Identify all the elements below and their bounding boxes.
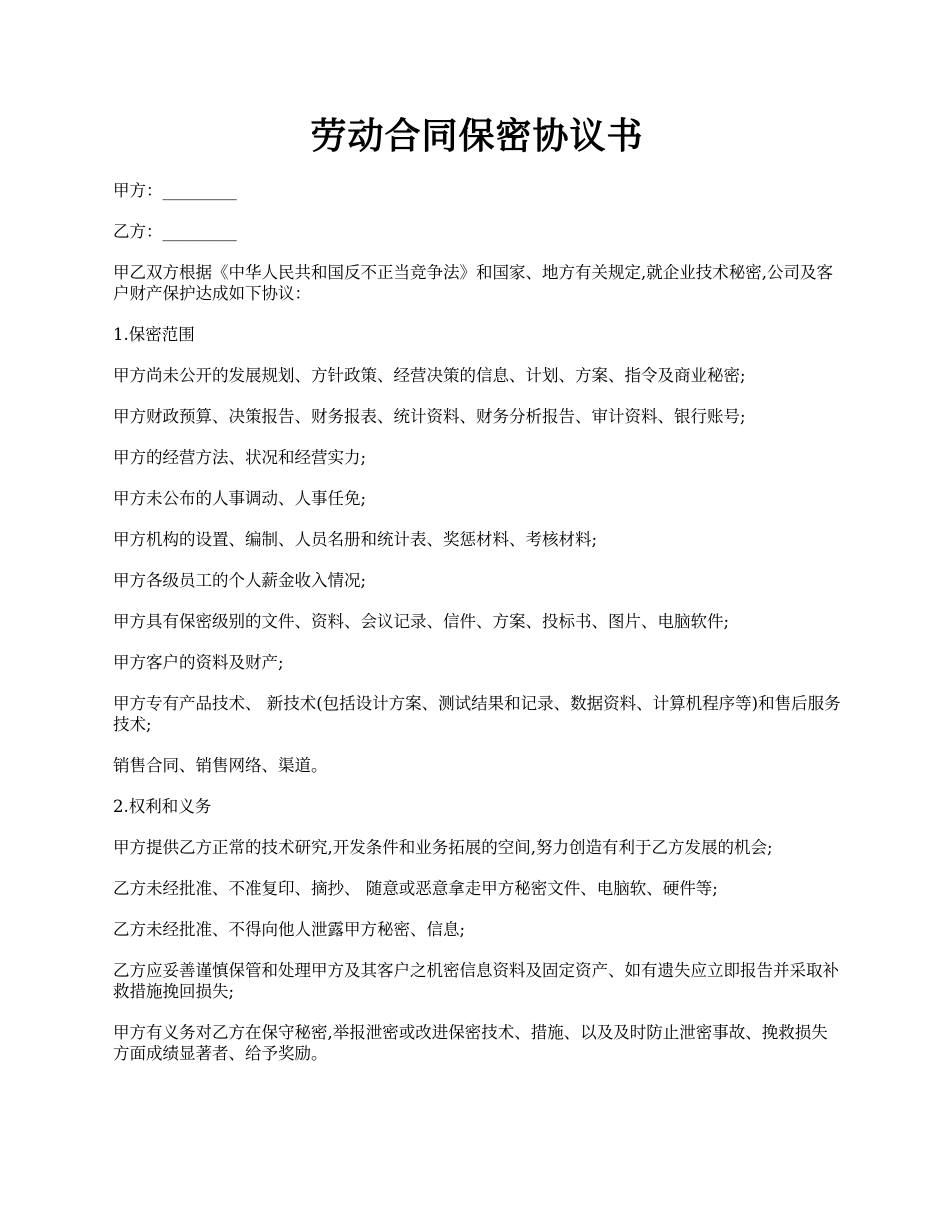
scope-item: 甲方未公布的人事调动、人事任免; bbox=[113, 489, 367, 508]
party-b-blank: _________ bbox=[162, 222, 237, 241]
scope-item: 甲方各级员工的个人薪金收入情况; bbox=[113, 571, 367, 590]
party-b-line bbox=[113, 221, 841, 242]
document-title: 劳动合同保密协议书 bbox=[310, 115, 644, 157]
party-a-blank: _________ bbox=[162, 181, 237, 200]
preamble-paragraph: 甲乙双方根据《中华人民共和国反不正当竞争法》和国家、地方有关规定,就企业技术秘密,公司及客户财产保护达成如下协议： bbox=[113, 263, 833, 303]
scope-item: 甲方客户的资料及财产; bbox=[113, 653, 284, 672]
rights-item: 甲方有义务对乙方在保守秘密,举报泄密或改进保密技术、措施、以及及时防止泄密事故、挽救损失方面成绩显著者、给予奖励。 bbox=[113, 1023, 828, 1063]
scope-item: 甲方具有保密级别的文件、资料、会议记录、信件、方案、投标书、图片、电脑软件; bbox=[113, 612, 730, 631]
scope-item: 甲方的经营方法、状况和经营实力; bbox=[113, 448, 367, 467]
scope-item: 销售合同、销售网络、渠道。 bbox=[113, 756, 328, 775]
scope-item: 甲方财政预算、决策报告、财务报表、统计资料、财务分析报告、审计资料、银行账号; bbox=[113, 407, 746, 426]
party-b-label: 乙方： bbox=[113, 222, 163, 241]
scope-item: 甲方尚未公开的发展规划、方针政策、经营决策的信息、计划、方案、指令及商业秘密; bbox=[113, 366, 746, 385]
document-page bbox=[113, 112, 841, 1084]
party-a-line bbox=[113, 180, 841, 201]
section-heading-scope: 1.保密范围 bbox=[113, 325, 195, 344]
section-heading-rights: 2.权利和义务 bbox=[113, 797, 212, 816]
rights-item: 甲方提供乙方正常的技术研究,开发条件和业务拓展的空间,努力创造有利于乙方发展的机会; bbox=[113, 838, 773, 857]
rights-item: 乙方未经批准、不准复印、摘抄、 随意或恶意拿走甲方秘密文件、电脑软、硬件等; bbox=[113, 879, 718, 898]
scope-item: 甲方专有产品技术、 新技术(包括设计方案、测试结果和记录、数据资料、计算机程序等)和售后服务技术; bbox=[113, 694, 841, 734]
rights-item: 乙方未经批准、不得向他人泄露甲方秘密、信息; bbox=[113, 920, 466, 939]
scope-item: 甲方机构的设置、编制、人员名册和统计表、奖惩材料、考核材料; bbox=[113, 530, 598, 549]
party-a-label: 甲方： bbox=[113, 181, 163, 200]
rights-item: 乙方应妥善谨慎保管和处理甲方及其客户之机密信息资料及固定资产、如有遗失应立即报告并采取补救措施挽回损失; bbox=[113, 961, 839, 1001]
